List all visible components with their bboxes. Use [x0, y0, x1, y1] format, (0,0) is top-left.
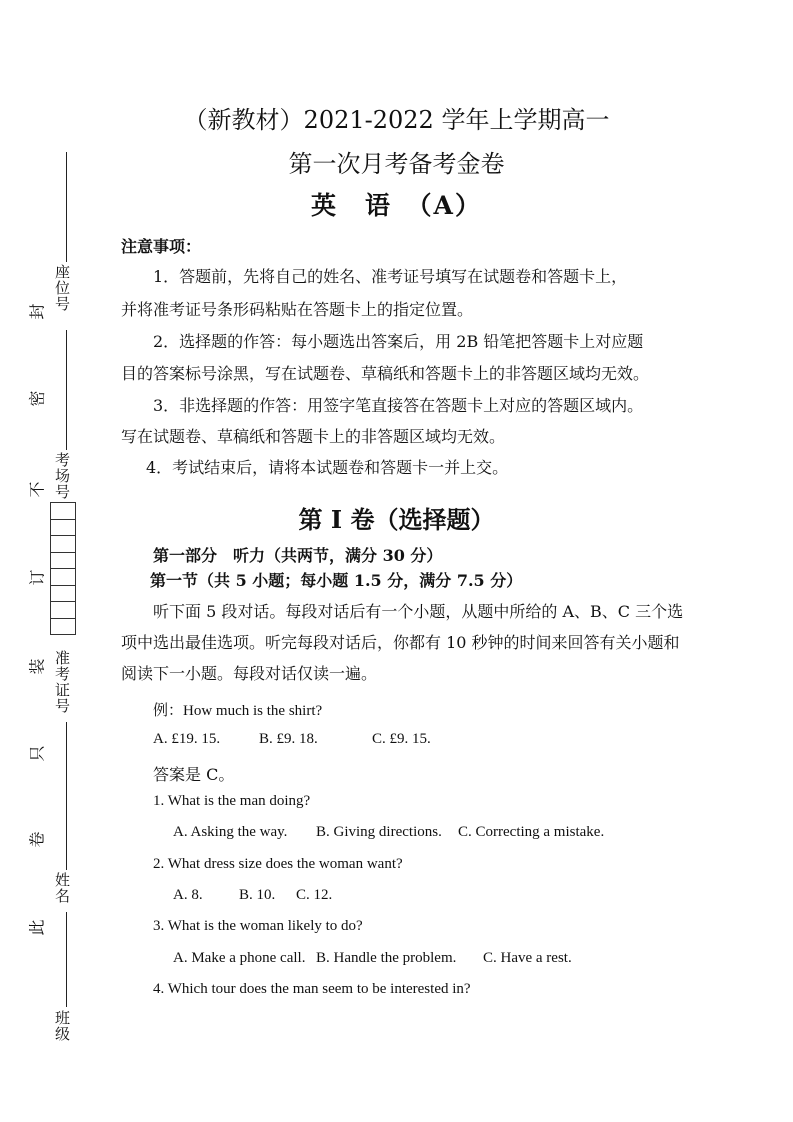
- exam-title: （新教材）2021-2022 学年上学期高一: [183, 106, 610, 134]
- notice-line: 4．考试结束后，请将本试题卷和答题卡一并上交。: [146, 458, 509, 477]
- exam-subtitle: 第一次月考备考金卷: [288, 150, 505, 178]
- option: A. 8.: [173, 887, 203, 903]
- seal-char: 密: [27, 390, 47, 407]
- option: B. Handle the problem.: [316, 950, 457, 966]
- notice-line: 2．选择题的作答：每小题选出答案后，用 2B 铅笔把答题卡上对应题: [153, 332, 644, 351]
- instruction-line: 听下面 5 段对话。每段对话后有一个小题，从题中所给的 A、B、C 三个选: [153, 602, 684, 621]
- example-question: 例：How much is the shirt?: [153, 703, 323, 719]
- notice-heading: 注意事项：: [121, 237, 202, 256]
- instruction-line: 项中选出最佳选项。听完每段对话后，你都有 10 秒钟的时间来回答有关小题和: [121, 633, 680, 652]
- option: C. Correcting a mistake.: [458, 824, 605, 840]
- exam-room-line: [66, 330, 67, 450]
- option: B. 10.: [239, 887, 276, 903]
- seal-char: 此: [27, 919, 47, 936]
- example-option: A. £19. 15.: [153, 731, 221, 747]
- part-heading: 第一部分 听力（共两节，满分 30 分）: [153, 546, 443, 565]
- seal-char: 不: [27, 481, 47, 498]
- subject-title: 英 语 （A）: [311, 191, 482, 220]
- question-4: 4. Which tour does the man seem to be interested in?: [153, 981, 471, 997]
- name-line: [66, 722, 67, 870]
- example-option: B. £9. 18.: [259, 731, 318, 747]
- name-label: 姓名: [53, 872, 71, 904]
- seal-char: 卷: [27, 831, 47, 848]
- notice-line: 并将准考证号条形码粘贴在答题卡上的指定位置。: [121, 300, 474, 319]
- seal-char: 订: [27, 569, 47, 586]
- example-option: C. £9. 15.: [372, 731, 431, 747]
- option: B. Giving directions.: [316, 824, 442, 840]
- option: A. Asking the way.: [173, 824, 288, 840]
- instruction-line: 阅读下一小题。每段对话仅读一遍。: [121, 664, 378, 683]
- seal-char: 封: [27, 303, 47, 320]
- subsection-heading: 第一节（共 5 小题；每小题 1.5 分，满分 7.5 分）: [150, 571, 523, 590]
- seal-char: 只: [27, 745, 47, 762]
- option: A. Make a phone call.: [173, 950, 306, 966]
- option: C. 12.: [296, 887, 333, 903]
- notice-line: 目的答案标号涂黑，写在试题卷、草稿纸和答题卡上的非答题区域均无效。: [121, 364, 650, 383]
- question-2: 2. What dress size does the woman want?: [153, 856, 403, 872]
- section-heading: 第 I 卷（选择题）: [298, 505, 495, 534]
- option: C. Have a rest.: [483, 950, 572, 966]
- seat-number-label: 座位号: [53, 264, 71, 312]
- admission-number-label: 准考证号: [53, 650, 71, 714]
- class-line: [66, 912, 67, 1007]
- exam-room-label: 考场号: [53, 452, 71, 500]
- notice-line: 1．答题前，先将自己的姓名、准考证号填写在试题卷和答题卡上，: [153, 267, 628, 286]
- question-1: 1. What is the man doing?: [153, 793, 311, 809]
- notice-line: 3．非选择题的作答：用签字笔直接答在答题卡上对应的答题区域内。: [153, 396, 644, 415]
- seal-char: 装: [27, 658, 47, 675]
- notice-line: 写在试题卷、草稿纸和答题卡上的非答题区域均无效。: [121, 427, 506, 446]
- question-3: 3. What is the woman likely to do?: [153, 918, 363, 934]
- example-answer: 答案是 C。: [153, 765, 235, 784]
- class-label: 班级: [53, 1010, 71, 1042]
